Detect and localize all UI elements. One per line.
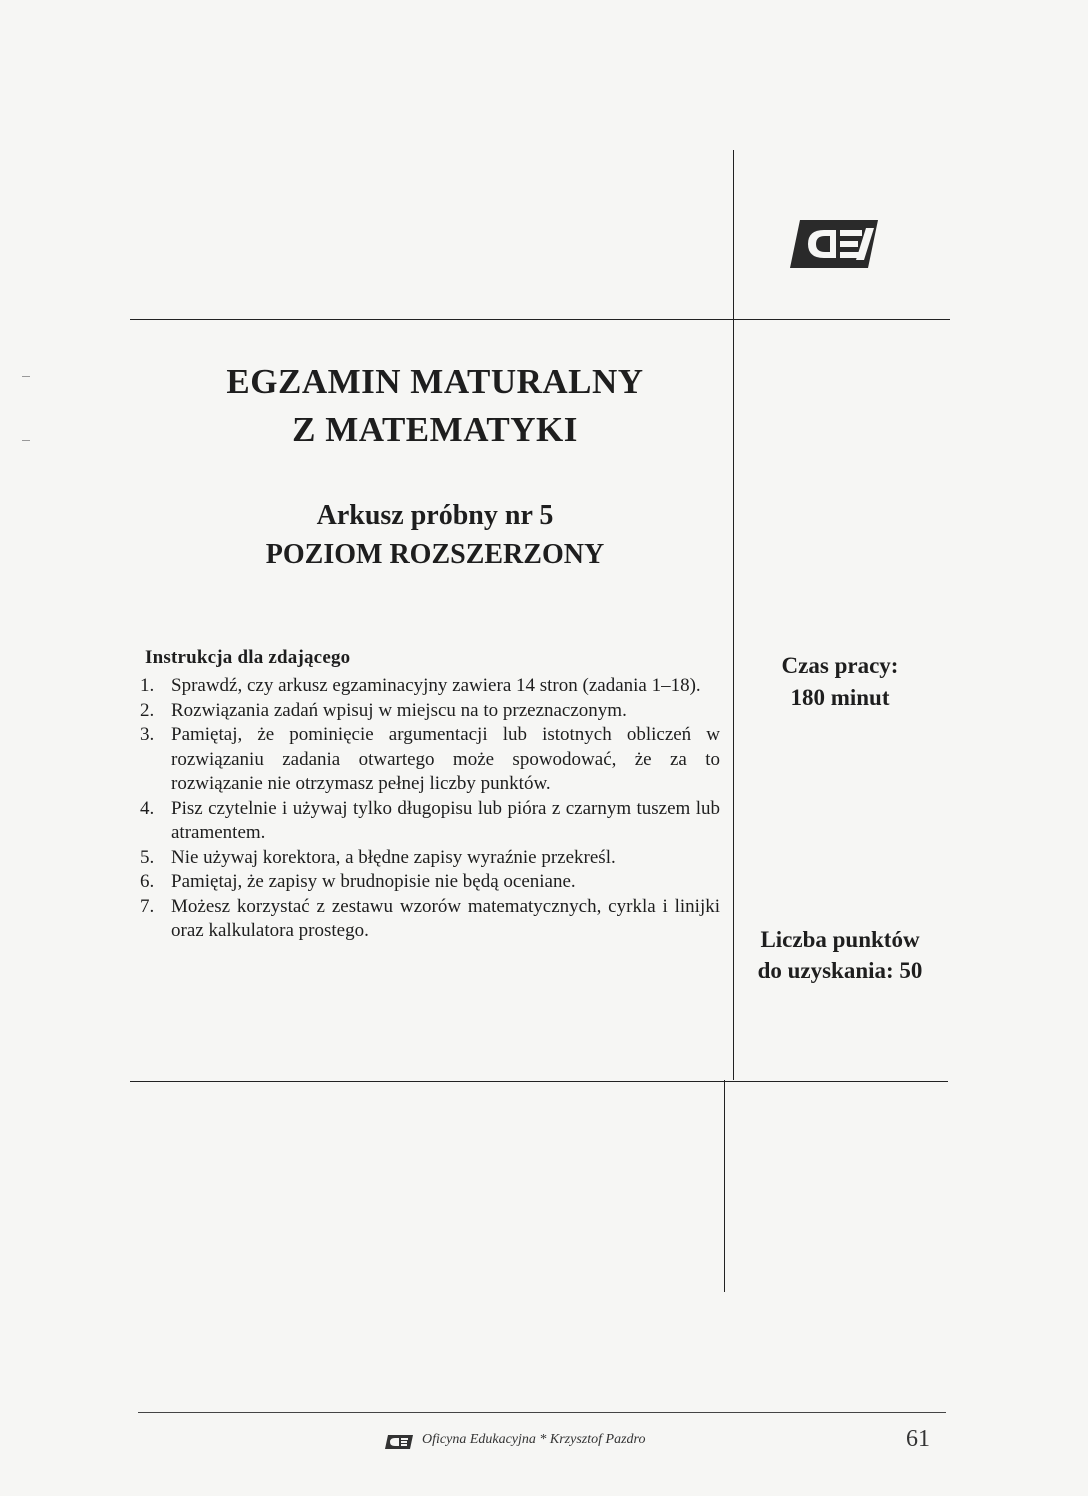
- list-item-number: 6.: [140, 871, 155, 892]
- list-item: [140, 797, 720, 846]
- footer-publisher: Oficyna Edukacyjna * Krzysztof Pazdro: [422, 1432, 646, 1447]
- list-item: [140, 674, 720, 699]
- column-divider-lower: [724, 1080, 725, 1292]
- list-item-number: 4.: [140, 797, 155, 819]
- bottom-divider: [130, 1081, 948, 1082]
- footer-divider: [138, 1412, 946, 1413]
- time-value: 180 minut: [790, 685, 890, 710]
- list-item-text: Rozwiązania zadań wpisuj w miejscu na to przeznaczonym.: [171, 699, 627, 721]
- points-label: Liczba punktów: [760, 927, 920, 952]
- list-item-text: Sprawdź, czy arkusz egzaminacyjny zawiera 14 stron (zadania 1–18).: [171, 675, 701, 696]
- list-item-text: Możesz korzystać z zestawu wzorów matematycznych, cyrkla i linijki oraz kalkulatora prostego.: [171, 895, 720, 941]
- list-item-text: Nie używaj korektora, a błędne zapisy wyraźnie przekreśl.: [171, 846, 616, 868]
- margin-mark: [22, 440, 30, 441]
- list-item-number: 3.: [140, 724, 155, 745]
- list-item-number: 2.: [140, 699, 155, 721]
- list-item: [140, 870, 720, 895]
- time-label: Czas pracy:: [781, 653, 899, 678]
- list-item: [140, 895, 720, 944]
- list-item: [140, 699, 720, 724]
- margin-mark: [22, 376, 30, 377]
- list-item-number: 1.: [140, 675, 155, 696]
- exam-subtitle-line2: POZIOM ROZSZERZONY: [265, 539, 605, 570]
- page-number: 61: [906, 1426, 930, 1452]
- list-item-text: Pamiętaj, że zapisy w brudnopisie nie będą oceniane.: [171, 871, 576, 892]
- exam-title-line1: EGZAMIN MATURALNY: [226, 362, 644, 401]
- footer-logo-icon: [384, 1434, 414, 1450]
- oe-publisher-logo-icon: [786, 216, 882, 272]
- points-value: do uzyskania: 50: [757, 958, 923, 983]
- instructions-list: [140, 674, 720, 944]
- list-item-number: 7.: [140, 895, 155, 917]
- list-item-number: 5.: [140, 846, 155, 868]
- list-item: [140, 846, 720, 871]
- instructions-heading: Instrukcja dla zdającego: [145, 647, 351, 668]
- exam-subtitle-line1: Arkusz próbny nr 5: [316, 500, 554, 531]
- list-item: [140, 723, 720, 797]
- top-divider: [130, 319, 950, 320]
- exam-title-line2: Z MATEMATYKI: [292, 410, 578, 449]
- list-item-text: Pisz czytelnie i używaj tylko długopisu lub pióra z czarnym tuszem lub atramentem.: [171, 797, 720, 843]
- list-item-text: Pamiętaj, że pominięcie argumentacji lub istotnych obliczeń w rozwiązaniu zadania otwartego może spowodować, że za to rozwiązanie nie otrzymasz pełnej liczby punktów.: [171, 724, 720, 794]
